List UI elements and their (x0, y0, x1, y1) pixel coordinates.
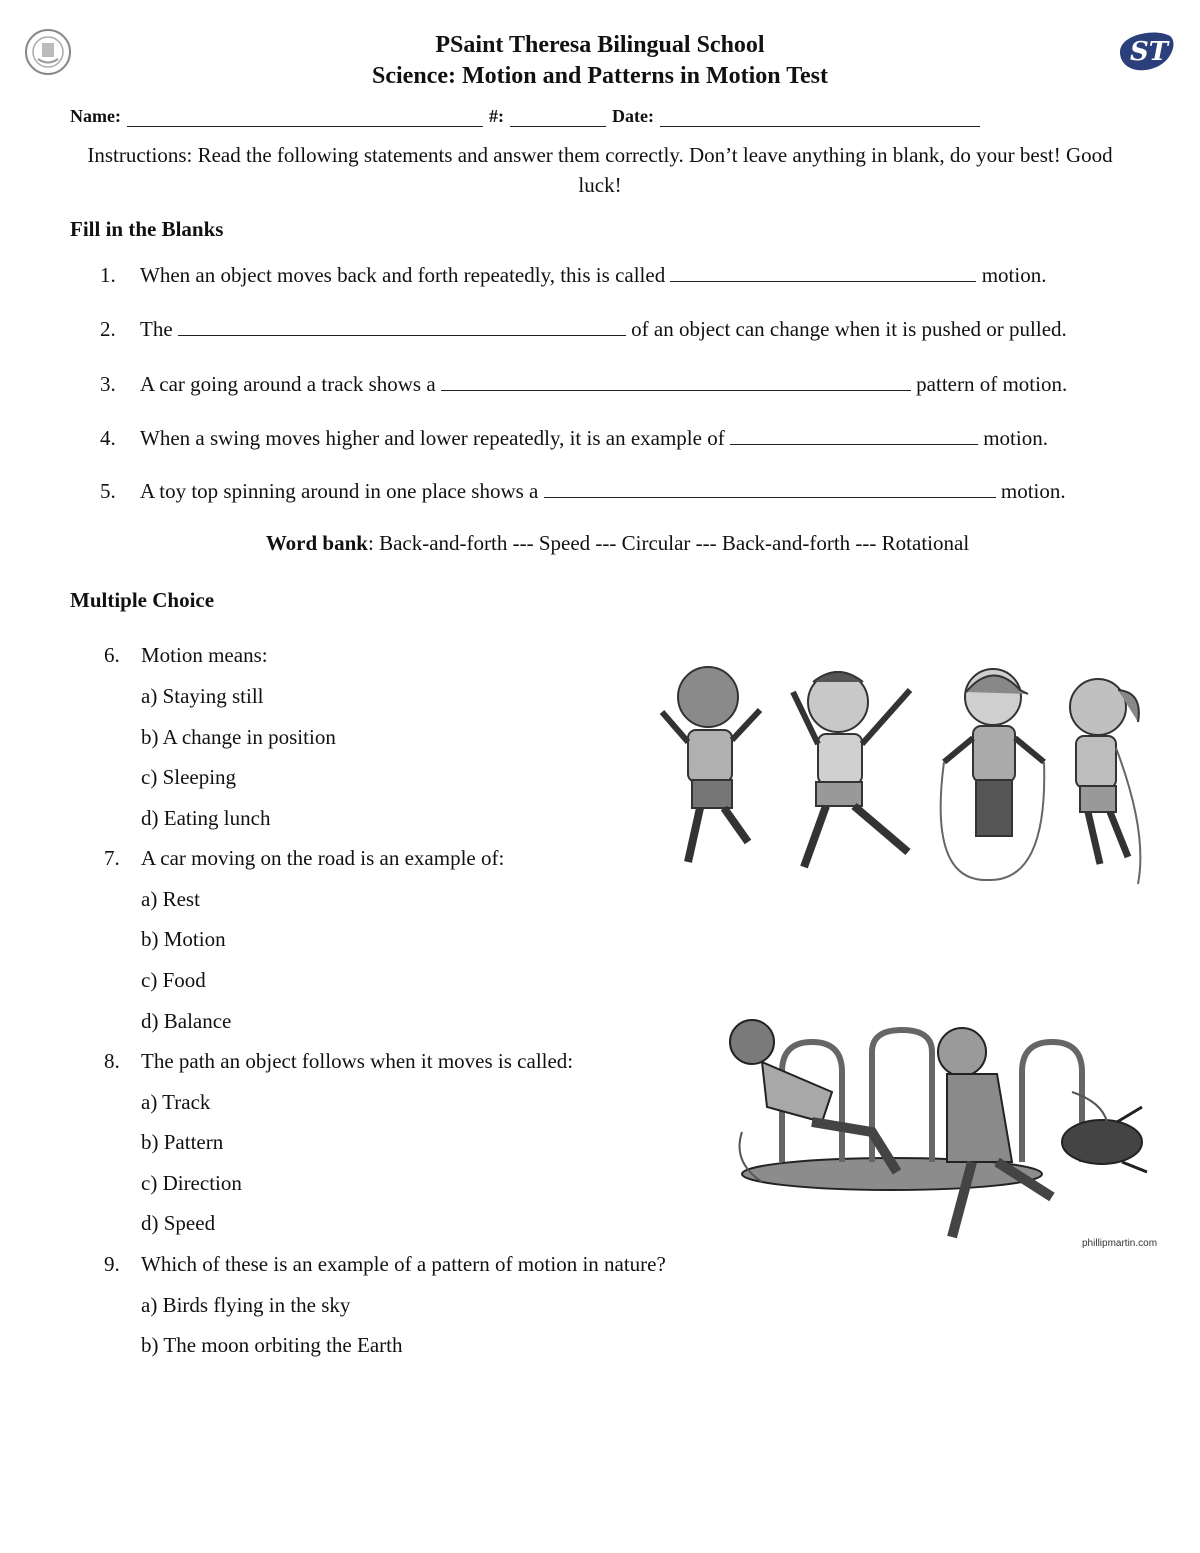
number-label: #: (488, 106, 504, 126)
fill-question-1 (100, 261, 1140, 289)
date-label: Date: (611, 106, 654, 126)
option-9b[interactable]: b) The moon orbiting the Earth (141, 1333, 403, 1357)
name-blank[interactable] (127, 106, 483, 127)
question-number: 8. (104, 1049, 120, 1073)
question-number: 3. (100, 372, 116, 396)
instructions: Instructions: Read the following statements and answer them correctly. Don’t leave anything in blank, do your best! Good luck! (87, 143, 1113, 197)
question-text-end: motion. (981, 263, 1047, 287)
question-text-end: of an object can change when it is pushed or pulled. (631, 317, 1067, 341)
option-7c[interactable]: c) Food (141, 968, 206, 992)
question-number: 6. (104, 643, 120, 667)
fill-question-5 (100, 477, 1140, 505)
option-6a[interactable]: a) Staying still (141, 684, 264, 708)
question-number: 2. (100, 317, 116, 341)
question-text: A toy top spinning around in one place shows a (140, 479, 539, 503)
question-number: 4. (100, 426, 116, 450)
option-8d[interactable]: d) Speed (141, 1211, 216, 1235)
question-text: A car moving on the road is an example of: (141, 846, 505, 870)
answer-blank[interactable] (670, 263, 976, 282)
question-text: When a swing moves higher and lower repeatedly, it is an example of (140, 426, 725, 450)
option-6b[interactable]: b) A change in position (141, 725, 336, 749)
question-text-end: motion. (1000, 479, 1066, 503)
mc-question-8 (104, 1047, 573, 1075)
merry-go-round-illustration (722, 1012, 1152, 1252)
option-8b[interactable]: b) Pattern (141, 1130, 224, 1154)
option-6d[interactable]: d) Eating lunch (141, 806, 271, 830)
answer-blank[interactable] (178, 317, 626, 336)
answer-blank[interactable] (730, 426, 978, 445)
question-text: A car going around a track shows a (140, 372, 436, 396)
option-7d[interactable]: d) Balance (141, 1009, 232, 1033)
student-info-row (70, 99, 1010, 127)
answer-blank[interactable] (441, 372, 911, 391)
mc-question-7 (104, 844, 504, 872)
mc-question-6 (104, 641, 268, 669)
option-9a[interactable]: a) Birds flying in the sky (141, 1293, 351, 1317)
question-number: 7. (104, 846, 120, 870)
multiple-choice-heading: Multiple Choice (70, 588, 215, 612)
question-text-end: motion. (983, 426, 1048, 450)
option-8a[interactable]: a) Track (141, 1090, 211, 1114)
question-text: The (140, 317, 173, 341)
question-text-end: pattern of motion. (916, 372, 1068, 396)
children-playing-illustration (648, 652, 1160, 888)
question-number: 1. (100, 263, 116, 287)
option-7a[interactable]: a) Rest (141, 887, 200, 911)
test-title: Science: Motion and Patterns in Motion Test (372, 63, 828, 89)
word-bank-label: Word bank (265, 531, 368, 555)
option-6c[interactable]: c) Sleeping (141, 765, 237, 789)
question-text: Which of these is an example of a pattern of motion in nature? (141, 1252, 666, 1276)
mc-question-9 (104, 1250, 666, 1278)
date-blank[interactable] (660, 106, 980, 127)
question-text: The path an object follows when it moves is called: (141, 1049, 574, 1073)
option-8c[interactable]: c) Direction (141, 1171, 242, 1195)
fill-question-4 (100, 424, 1140, 452)
fill-question-2 (100, 315, 1140, 343)
question-text: Motion means: (141, 643, 268, 667)
option-7b[interactable]: b) Motion (141, 927, 226, 951)
image-credit: phillipmartin.com (1082, 1238, 1158, 1249)
question-text: When an object moves back and forth repeatedly, this is called (140, 263, 666, 287)
fill-in-blanks-heading: Fill in the Blanks (70, 217, 224, 241)
number-blank[interactable] (510, 106, 606, 127)
fill-question-3 (100, 370, 1140, 398)
word-bank (0, 531, 1200, 556)
svg-text:ST: ST (1130, 37, 1169, 67)
answer-blank[interactable] (544, 479, 996, 498)
question-number: 9. (104, 1252, 120, 1276)
word-bank-words: : Back-and-forth --- Speed --- Circular --- Back-and-forth --- Rotational (367, 531, 970, 555)
question-number: 5. (100, 479, 116, 503)
name-label: Name: (70, 106, 121, 126)
school-name: PSaint Theresa Bilingual School (435, 32, 765, 58)
